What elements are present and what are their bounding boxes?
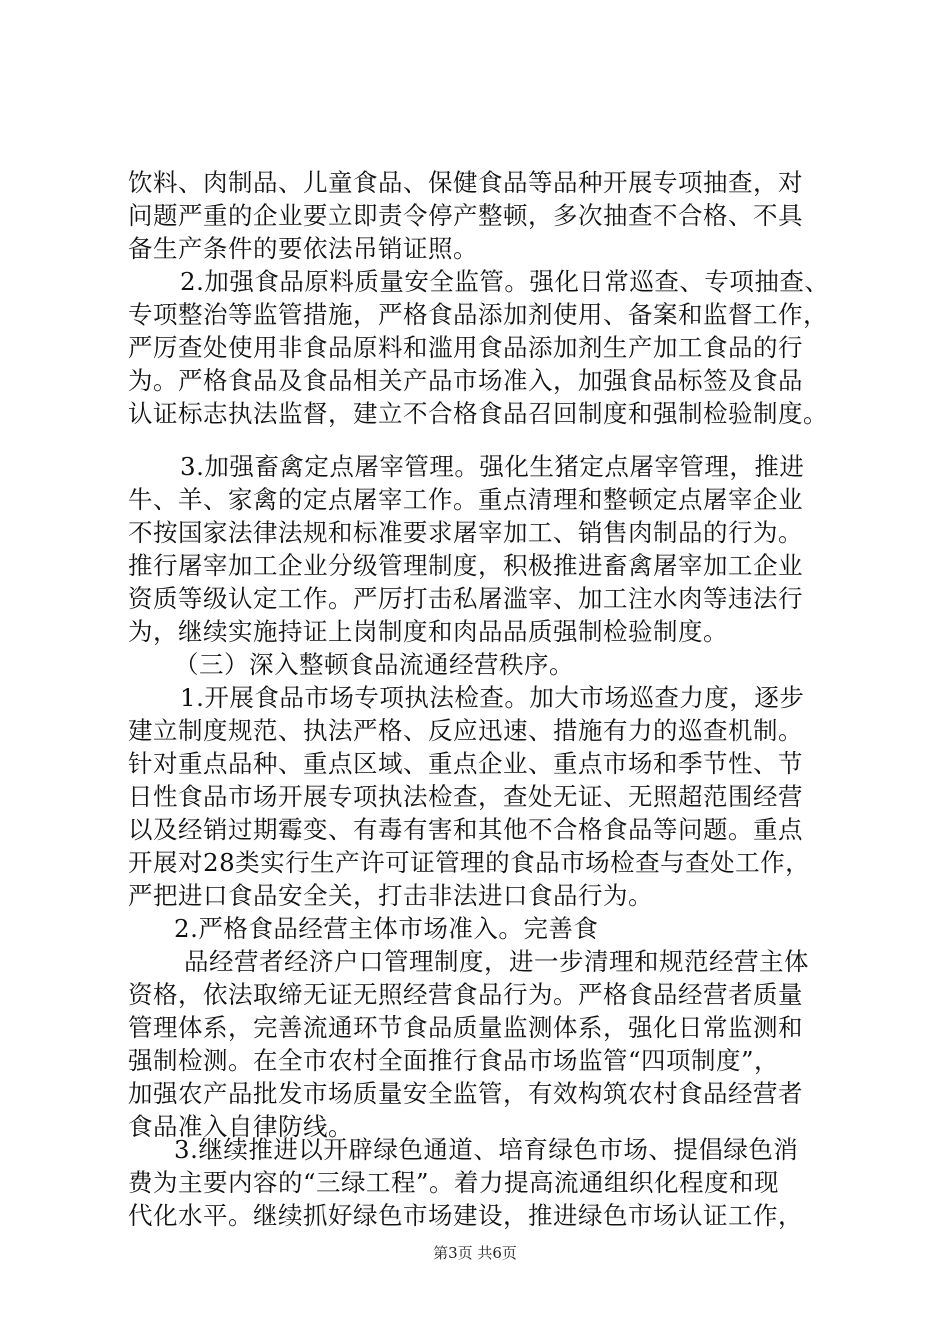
page-number-footer: 第3页 共6页 — [433, 1244, 517, 1262]
text-line: 开展对28类实行生产许可证管理的食品市场检查与查处工作， — [128, 848, 811, 877]
text-line: 严把进口食品安全关，打击非法进口食品行为。 — [128, 881, 653, 910]
text-line: 3.加强畜禽定点屠宰管理。强化生猪定点屠宰管理，推进 — [180, 452, 805, 481]
text-line: 以及经销过期霉变、有毒有害和其他不合格食品等问题。重点 — [128, 815, 803, 844]
text-line: 2.严格食品经营主体市场准入。完善食 — [174, 914, 599, 943]
text-line: 食品准入自律防线。 — [128, 1112, 353, 1141]
text-line: 管理体系，完善流通环节食品质量监测体系，强化日常监测和 — [128, 1013, 803, 1042]
text-line: 2.加强食品原料质量安全监管。强化日常巡查、专项抽查、 — [180, 267, 830, 296]
text-line: 备生产条件的要依法吊销证照。 — [128, 234, 478, 263]
text-line: 严厉查处使用非食品原料和滥用食品添加剂生产加工食品的行 — [128, 333, 803, 362]
text-line: 问题严重的企业要立即责令停产整顿，多次抽查不合格、不具 — [128, 201, 803, 230]
text-line: 费为主要内容的“三绿工程”。着力提高流通组织化程度和现 — [128, 1168, 780, 1197]
text-line: 为，继续实施持证上岗制度和肉品品质强制检验制度。 — [128, 617, 728, 646]
text-line: 代化水平。继续抓好绿色市场建设，推进绿色市场认证工作， — [128, 1201, 803, 1230]
text-line: 1.开展食品市场专项执法检查。加大市场巡查力度，逐步 — [180, 683, 805, 712]
text-line: 强制检测。在全市农村全面推行食品市场监管“四项制度”， — [128, 1046, 780, 1075]
text-line: 牛、羊、家禽的定点屠宰工作。重点清理和整顿定点屠宰企业 — [128, 485, 803, 514]
text-line: 专项整治等监管措施，严格食品添加剂使用、备案和监督工作， — [128, 300, 828, 329]
text-line: 品经营者经济户口管理制度，进一步清理和规范经营主体 — [184, 947, 809, 976]
text-line: 认证标志执法监督，建立不合格食品召回制度和强制检验制度。 — [128, 399, 828, 428]
text-line: 3.继续推进以开辟绿色通道、培育绿色市场、提倡绿色消 — [174, 1135, 799, 1164]
text-line: 为。严格食品及食品相关产品市场准入，加强食品标签及食品 — [128, 366, 803, 395]
text-line: 资格，依法取缔无证无照经营食品行为。严格食品经营者质量 — [128, 980, 803, 1009]
text-line: 建立制度规范、执法严格、反应迅速、措施有力的巡查机制。 — [128, 716, 803, 745]
text-line: 不按国家法律法规和标准要求屠宰加工、销售肉制品的行为。 — [128, 518, 803, 547]
text-line: 加强农产品批发市场质量安全监管，有效构筑农村食品经营者 — [128, 1079, 803, 1108]
section-heading: （三）深入整顿食品流通经营秩序。 — [174, 650, 574, 679]
text-line: 针对重点品种、重点区域、重点企业、重点市场和季节性、节 — [128, 749, 803, 778]
text-line: 推行屠宰加工企业分级管理制度，积极推进畜禽屠宰加工企业 — [128, 551, 803, 580]
text-line: 饮料、肉制品、儿童食品、保健食品等品种开展专项抽查，对 — [128, 168, 803, 197]
text-line: 资质等级认定工作。严厉打击私屠滥宰、加工注水肉等违法行 — [128, 584, 803, 613]
text-line: 日性食品市场开展专项执法检查，查处无证、无照超范围经营 — [128, 782, 803, 811]
